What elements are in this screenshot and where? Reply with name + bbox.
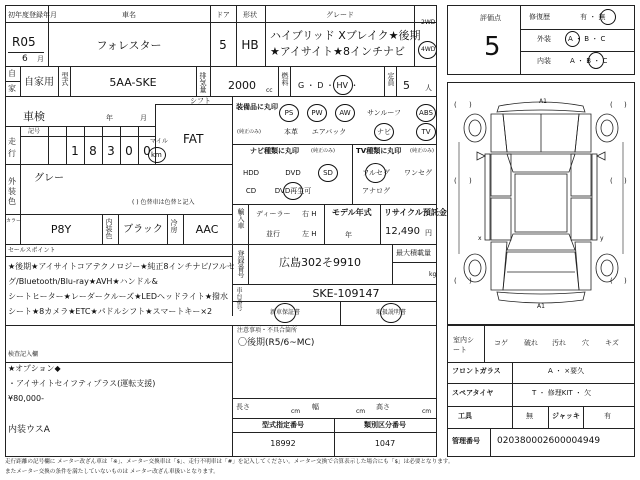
notes-label: 注意事項・不具合箇所 xyxy=(237,327,298,334)
jack-value: 有 xyxy=(604,412,611,420)
import-parallel: 並行 xyxy=(266,230,280,238)
equip-leather: 本革 xyxy=(284,128,298,136)
diagram-bracket-mr-close: ) xyxy=(624,177,627,185)
exterior-grade-label: 外装 xyxy=(537,35,551,43)
import-dealer: ディーラー xyxy=(256,210,291,218)
seat-opt-hole: 穴 xyxy=(582,339,589,347)
new-car-warranty: 新車保証書 xyxy=(269,309,301,316)
model-value: 5AA-SKE xyxy=(109,76,157,89)
front-right-door xyxy=(571,154,591,196)
first-reg-month-unit: 月 xyxy=(37,55,44,63)
interior-grade-options: A ・ B ・ C xyxy=(570,57,608,65)
spare-tire-options: T ・ 修理KIT ・ 欠 xyxy=(532,389,592,397)
use-kanji-2: 家 xyxy=(8,84,16,93)
interior-color-label: 内装色 xyxy=(105,218,113,239)
repair-options: 有 ・ 無 xyxy=(580,13,606,21)
mgmt-number-label: 管理番号 xyxy=(452,437,480,445)
rear-right-door xyxy=(571,198,591,240)
ac-label: 冷房 xyxy=(170,219,178,233)
recycle-unit: 円 xyxy=(425,229,432,237)
exterior-label-1: 外 xyxy=(8,177,16,186)
capacity-unit: 人 xyxy=(425,84,432,92)
front-left-fender xyxy=(491,114,507,152)
exterior-grade-circle xyxy=(565,31,580,47)
chassis-number: SKE-109147 xyxy=(312,287,380,300)
first-reg-label: 初年度登録年月 xyxy=(8,11,57,19)
equip-aw-circle xyxy=(335,104,355,122)
rear-bumper xyxy=(497,292,585,303)
inspector-line-3: ¥80,000- xyxy=(8,394,44,403)
color-code-label: カラー xyxy=(6,218,22,224)
exterior-label-2: 装 xyxy=(8,187,16,196)
equip-ps-circle xyxy=(279,104,299,122)
model-year-unit: 年 xyxy=(345,231,352,239)
diagram-mark-y: y xyxy=(600,235,604,242)
diagram-mark-x: x xyxy=(478,235,482,242)
shift-label: シフト xyxy=(190,97,211,105)
recycle-value: 12,490 xyxy=(385,226,420,237)
equip-aw: AW xyxy=(339,109,351,117)
tv-oneseg: ワンセグ xyxy=(404,169,432,177)
diagram-bracket-br-open: ( xyxy=(610,277,613,285)
import-left-hand: 左 H xyxy=(302,230,317,238)
rear-window xyxy=(507,234,575,250)
car-outline-diagram xyxy=(447,82,635,325)
rear-left-door xyxy=(491,198,511,240)
exterior-grade-options: A ・ B ・ C xyxy=(568,35,606,43)
mileage-label-1: 走 xyxy=(8,137,16,146)
drive-2wd: 2WD xyxy=(421,19,436,26)
inspector-interior-note: 内装ウスA xyxy=(8,425,50,435)
equipment-label: 装備品に丸印 xyxy=(236,103,278,111)
doors-label: ドア xyxy=(216,11,230,19)
use-kanji-1: 自 xyxy=(8,69,16,78)
seat-opt-stain: 汚れ xyxy=(552,339,566,347)
max-load-unit: kg xyxy=(429,271,437,278)
seat-opt-scorch: コゲ xyxy=(494,339,508,347)
displacement-unit: cc xyxy=(266,87,273,94)
mileage-digit-5: 0 xyxy=(143,144,151,158)
mileage-digit-2: 8 xyxy=(89,144,97,158)
type-designation: 18992 xyxy=(270,439,296,448)
equip-tv: TV xyxy=(421,128,431,136)
drive-4wd-circle xyxy=(418,41,437,59)
first-reg-era: R05 xyxy=(12,35,36,49)
back-door xyxy=(503,252,579,290)
sales-point-line-2: グ/Bluetooth/Blu-ray★AVH★ハンドル& xyxy=(8,277,158,286)
inspector-label: 検査記入欄 xyxy=(8,351,39,358)
mileage-digit-3: 3 xyxy=(107,144,115,158)
mileage-unit-km: km xyxy=(151,151,162,159)
diagram-bracket-bl-close: ) xyxy=(469,277,472,285)
inspector-line-1: ★オプション◆ xyxy=(8,364,61,373)
jack-label: ジャッキ xyxy=(552,412,580,420)
navi-sd: SD xyxy=(323,169,333,177)
mgmt-number: 020380002600004949 xyxy=(497,436,601,446)
windshield xyxy=(507,154,575,172)
front-right-tire xyxy=(596,114,618,142)
footer-line-2: またメーター交換の条件を満たしていないものは メーター改ざん車扱いとなります。 xyxy=(5,469,219,475)
diagram-bracket-br-close: ) xyxy=(624,277,627,285)
diagram-bracket-bl-open: ( xyxy=(454,277,457,285)
mileage-digit-4: 0 xyxy=(125,144,133,158)
exterior-color: グレー xyxy=(34,173,64,184)
type-designation-label: 型式指定番号 xyxy=(262,421,304,429)
width-label: 幅 xyxy=(312,403,319,411)
footer-line-1: 走行距離の記号欄に メーター改ざん車は「※」、メーター交換車は「$」、走行不明車は「#」を記入してください。メーター交換で合算表示した場合にも「$」は必要となります。 xyxy=(5,459,454,465)
equip-navi-circle xyxy=(374,123,394,141)
rear-right-tire xyxy=(596,254,618,282)
length-unit: cm xyxy=(291,408,301,415)
grade-label: グレード xyxy=(326,11,354,19)
interior-seat-label: 室内シート xyxy=(453,336,474,354)
first-reg-month: 6 xyxy=(22,54,28,64)
capacity-value: 5 xyxy=(403,79,410,92)
equipment-sublabel: (純正のみ) xyxy=(237,129,261,135)
navi-sublabel: (純正のみ) xyxy=(311,148,335,154)
diagram-a1-rear: A1 xyxy=(537,303,545,310)
shape-label: 形状 xyxy=(243,11,257,19)
navi-label: ナビ種類に丸印 xyxy=(250,147,299,155)
equip-tv-circle xyxy=(416,123,436,141)
repair-label: 修復歴 xyxy=(529,13,550,21)
doors-value: 5 xyxy=(219,38,227,52)
capacity-label: 定員 xyxy=(387,72,395,86)
front-left-door xyxy=(491,154,511,196)
import-label: 輸入車 xyxy=(237,208,245,229)
manual: 取扱説明書 xyxy=(375,309,407,316)
windshield-options: A ・ ×要久 xyxy=(548,367,585,375)
diagram-bracket-ml-open: ( xyxy=(454,177,457,185)
left-mirror xyxy=(477,152,485,160)
inspector-line-2: ・アイサイトセイフティプラス(運転支援) xyxy=(8,379,156,388)
manual-circle xyxy=(380,303,402,323)
car-name: フォレスター xyxy=(96,39,162,52)
diagram-bracket-tr-close: ) xyxy=(624,101,627,109)
category-label: 類別区分番号 xyxy=(364,421,406,429)
mileage-digit-1: 1 xyxy=(71,144,79,158)
grade-line-2: ★アイサイト★8インチナビ xyxy=(270,45,405,58)
equip-navi: ナビ xyxy=(377,128,391,136)
tv-fullseg-circle xyxy=(365,163,386,183)
diagram-a1-front: A1 xyxy=(539,98,547,105)
fuel-label: 燃料 xyxy=(281,72,289,86)
new-car-warranty-circle xyxy=(274,303,296,323)
navi-dvd-play: DVD再生可 xyxy=(274,187,312,195)
fuel-hv-circle xyxy=(333,75,353,95)
rear-right-fender xyxy=(575,242,591,290)
diagram-bracket-tr-open: ( xyxy=(610,101,613,109)
car-name-label: 車名 xyxy=(122,11,136,19)
import-right-hand: 右 H xyxy=(302,210,317,218)
category-number: 1047 xyxy=(374,439,396,448)
color-code: P8Y xyxy=(50,223,72,236)
chassis-label: 車台番号 xyxy=(235,287,242,311)
mileage-km-circle xyxy=(148,147,166,163)
score-label: 評価点 xyxy=(480,14,501,22)
registration-label: 登録番号 xyxy=(237,250,245,278)
interior-color: ブラック xyxy=(123,224,163,235)
model-label: 型式 xyxy=(61,72,69,86)
tv-analog: アナログ xyxy=(362,187,390,195)
length-label: 長さ xyxy=(236,403,250,411)
mileage-label-2: 行 xyxy=(8,149,16,158)
diagram-bracket-tl-open: ( xyxy=(454,101,457,109)
rear-left-fender xyxy=(491,242,507,290)
navi-dvd: DVD xyxy=(285,169,301,177)
equip-sunroof: サンルーフ xyxy=(366,109,402,117)
shape-value: HB xyxy=(241,38,259,52)
drive-4wd: 4WD xyxy=(421,46,436,53)
navi-cd: CD xyxy=(245,187,257,195)
max-load-label: 最大積載量 xyxy=(396,249,431,257)
repair-none-circle xyxy=(600,9,616,25)
diagram-bracket-mr-open: ( xyxy=(610,177,613,185)
equip-pw: PW xyxy=(311,109,323,117)
equip-airbag: エアバック xyxy=(311,128,347,136)
inspection-year-unit: 年 xyxy=(106,114,113,122)
recycle-label: リサイクル預託金 xyxy=(384,208,447,217)
displacement-label: 排気量 xyxy=(199,72,207,93)
seat-opt-tear: 破れ xyxy=(524,339,538,347)
inspection-month-unit: 月 xyxy=(140,114,147,122)
notes-text: 〇後期(R5/6~MC) xyxy=(238,338,315,348)
tools-value: 無 xyxy=(526,412,533,420)
sales-point-line-1: ★後期★アイサイトコアテクノロジー★純正8インチナビ/フルセ xyxy=(8,262,235,271)
tv-fullseg: フルセグ xyxy=(362,169,390,177)
tv-label: TV種類に丸印 xyxy=(356,147,402,155)
height-label: 高さ xyxy=(376,403,390,411)
tools-label: 工具 xyxy=(458,412,472,420)
windshield-label: フロントガラス xyxy=(452,367,501,375)
width-unit: cm xyxy=(356,408,366,415)
left-side-sill xyxy=(485,154,490,240)
sales-point-line-3: シートヒーター★レーダークルーズ★LEDヘッドライト★撥水 xyxy=(8,292,228,301)
shift-value: FAT xyxy=(183,132,204,146)
ac-value: AAC xyxy=(195,223,219,236)
score-value: 5 xyxy=(484,32,501,62)
exterior-note: ( ) 色替車は色替と記入 xyxy=(132,199,195,206)
displacement-value: 2000 xyxy=(228,79,256,92)
seat-opt-scratch: キズ xyxy=(605,339,619,347)
tv-sublabel: (純正のみ) xyxy=(410,148,434,154)
right-side-sill xyxy=(592,154,597,240)
navi-dvd-play-circle xyxy=(283,182,303,200)
model-year-label: モデル年式 xyxy=(332,208,372,217)
diagram-bracket-ml-close: ) xyxy=(469,177,472,185)
front-right-fender xyxy=(575,114,591,152)
right-mirror xyxy=(597,152,605,160)
interior-grade-circle xyxy=(588,52,604,69)
front-bumper xyxy=(497,102,585,112)
equip-ps: PS xyxy=(284,109,294,117)
registration-number: 広島302そ9910 xyxy=(279,256,361,269)
interior-grade-label: 内装 xyxy=(537,57,551,65)
use-value: 自家用 xyxy=(24,77,54,88)
rear-left-tire xyxy=(464,254,486,282)
exterior-label-3: 色 xyxy=(8,197,16,206)
mileage-unit-mile: マイル xyxy=(150,138,168,145)
front-left-tire xyxy=(464,114,486,142)
navi-sd-circle xyxy=(318,164,338,182)
diagram-bracket-tl-close: ) xyxy=(469,101,472,109)
spare-tire-label: スペアタイヤ xyxy=(452,389,494,397)
equip-pw-circle xyxy=(307,104,327,122)
grade-line-1: ハイブリッド Xブレイク★後期 xyxy=(270,29,421,42)
navi-hdd: HDD xyxy=(242,169,260,177)
height-unit: cm xyxy=(422,408,432,415)
sales-point-line-4: シート★8カメラ★ETC★パドルシフト★スマートキー×2 xyxy=(8,307,213,316)
equip-abs-circle xyxy=(416,104,436,122)
sales-points-label: セールスポイント xyxy=(8,247,56,254)
inspection-label: 車検 xyxy=(23,110,45,123)
mileage-record-label: 記号 xyxy=(28,128,41,135)
equip-abs: ABS xyxy=(419,109,433,117)
fuel-options: G ・ D ・ HV ・ xyxy=(298,81,359,90)
roof xyxy=(515,174,567,232)
